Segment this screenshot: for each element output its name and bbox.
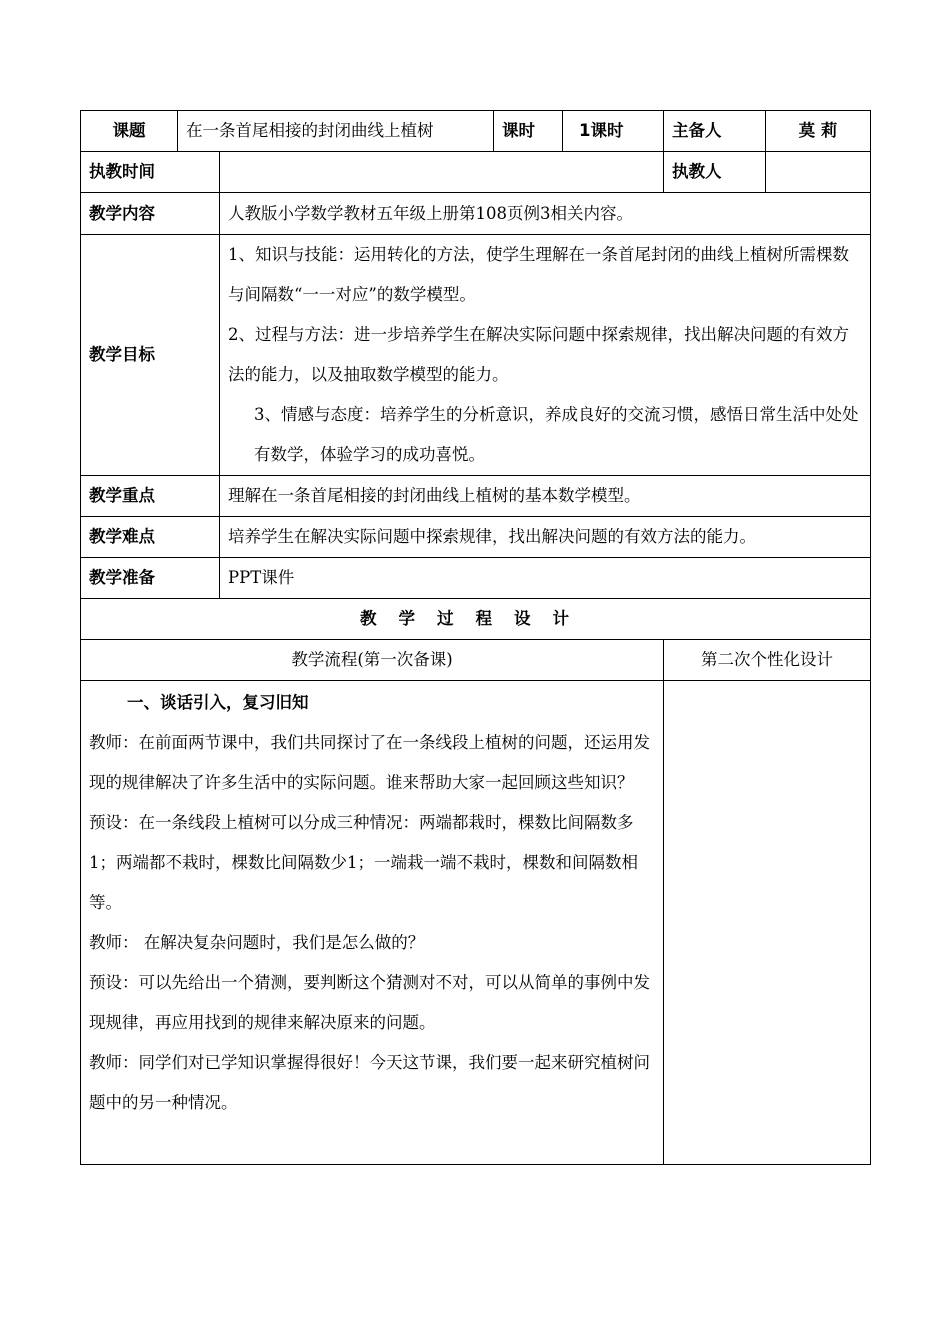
content-label: 教学内容 <box>81 193 220 235</box>
goal-item-attitude: 3、情感与态度：培养学生的分析意识，养成良好的交流习惯，感悟日常生活中处处有数学，体验学习的成功喜悦。 <box>254 405 859 464</box>
first-design-body <box>81 681 664 1165</box>
goal-item-process: 2、过程与方法：进一步培养学生在解决实际问题中探索规律，找出解决问题的有效方法的能力，以及抽取数学模型的能力。 <box>228 325 849 384</box>
time-label: 执教时间 <box>81 152 220 193</box>
second-design-header: 第二次个性化设计 <box>664 640 871 681</box>
topic-label: 课题 <box>81 111 178 152</box>
goals-cell <box>220 235 871 476</box>
teacher-paragraph-3: 教师：同学们对已学知识掌握得很好！今天这节课，我们要一起来研究植树问题中的另一种情况。 <box>89 1053 650 1112</box>
section-title: 一、谈话引入，复习旧知 <box>127 693 309 712</box>
teacher-paragraph-2: 教师： 在解决复杂问题时，我们是怎么做的？ <box>89 933 425 952</box>
second-design-body <box>664 681 871 1165</box>
preparer-label: 主备人 <box>664 111 766 152</box>
time-value <box>220 152 664 193</box>
content-value: 人教版小学数学教材五年级上册第108页例3相关内容。 <box>220 193 871 235</box>
process-heading: 教学过程设计 <box>81 599 871 640</box>
period-label: 课时 <box>494 111 563 152</box>
goal-item-knowledge: 1、知识与技能：运用转化的方法，使学生理解在一条首尾封闭的曲线上植树所需棵数与间隔数“一一对应”的数学模型。 <box>228 245 849 304</box>
preparation-value: PPT课件 <box>220 558 871 599</box>
focus-label: 教学重点 <box>81 476 220 517</box>
preparation-label: 教学准备 <box>81 558 220 599</box>
teacher-value <box>766 152 871 193</box>
focus-value: 理解在一条首尾相接的封闭曲线上植树的基本数学模型。 <box>220 476 871 517</box>
difficulty-value: 培养学生在解决实际问题中探索规律，找出解决问题的有效方法的能力。 <box>220 517 871 558</box>
teacher-label: 执教人 <box>664 152 766 193</box>
topic-value: 在一条首尾相接的封闭曲线上植树 <box>178 111 494 152</box>
difficulty-label: 教学难点 <box>81 517 220 558</box>
teacher-paragraph-1: 教师：在前面两节课中，我们共同探讨了在一条线段上植树的问题，还运用发现的规律解决了许多生活中的实际问题。谁来帮助大家一起回顾这些知识？ <box>89 733 650 792</box>
lesson-plan-table <box>80 110 871 1165</box>
first-design-header: 教学流程(第一次备课) <box>81 640 664 681</box>
preset-paragraph-1: 预设：在一条线段上植树可以分成三种情况：两端都栽时，棵数比间隔数多1；两端都不栽时，棵数比间隔数少1；一端栽一端不栽时，棵数和间隔数相等。 <box>89 813 638 912</box>
period-value: 1课时 <box>563 111 664 152</box>
goals-label: 教学目标 <box>81 235 220 476</box>
preset-paragraph-2: 预设：可以先给出一个猜测，要判断这个猜测对不对，可以从简单的事例中发现规律，再应用找到的规律来解决原来的问题。 <box>89 973 650 1032</box>
preparer-value: 莫 莉 <box>766 111 871 152</box>
